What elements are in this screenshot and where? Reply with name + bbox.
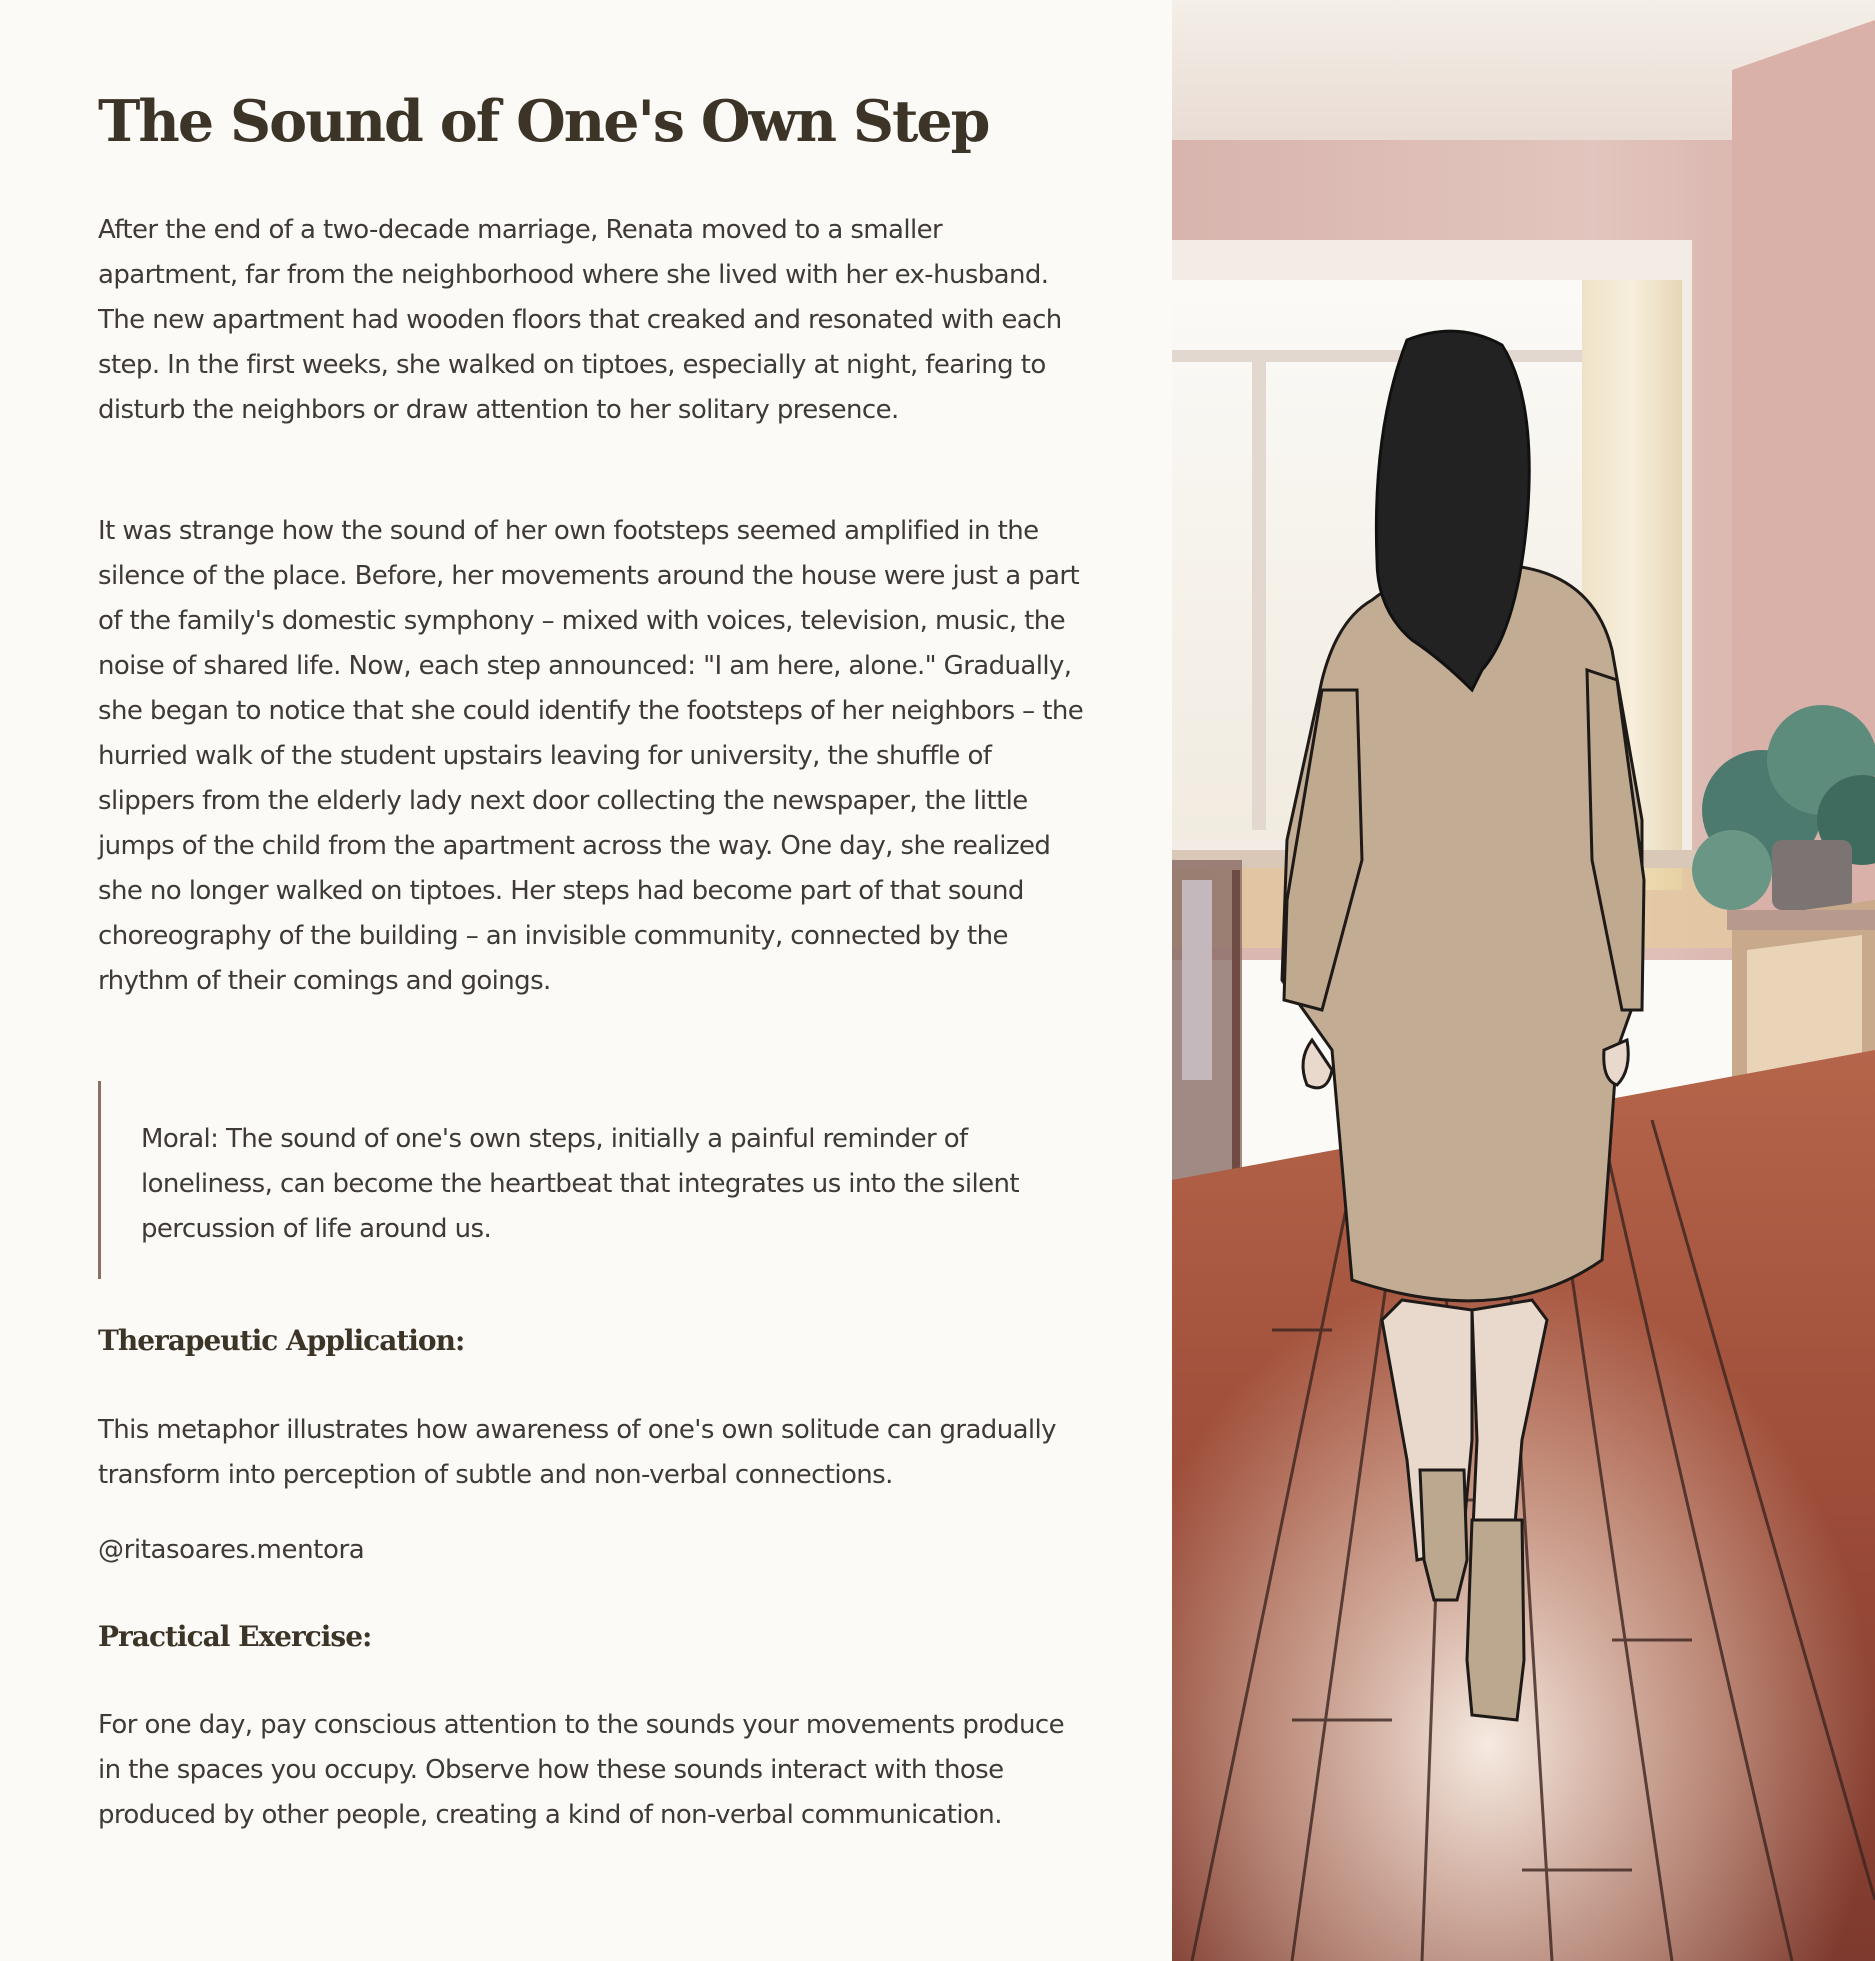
story-paragraph-2: It was strange how the sound of her own footsteps seemed amplified in the silence of the place. Before, her movements around the house were just a part of the family's domestic symphony – mixed with voices, television, music, the noise of shared life. Now, each step announced: "I am here, alone." Gradually, she began to notice that she could identify the footsteps of her neighbors – the hurried walk of the student upstairs leaving for university, the shuffle of slippers from the elderly lady next door collecting the newspaper, the little jumps of the child from the apartment across the way. One day, she realized she no longer walked on tiptoes. Her steps had become part of that sound choreography of the building – an invisible community, connected by the rhythm of their comings and goings. [98,516,1084,996]
article-title: The Sound of One's Own Step [98,88,989,155]
author-handle: @ritasoares.mentora [98,1535,365,1565]
woman-walking-illustration [1172,0,1875,1961]
moral-blockquote [98,1081,1088,1279]
exercise-heading: Practical Exercise: [98,1620,372,1653]
article [98,0,1088,1961]
hallway-scene-image [1172,0,1875,1961]
moral-text: Moral: The sound of one's own steps, initially a painful reminder of loneliness, can become the heartbeat that integrates us into the silent percussion of life around us. [141,1124,1019,1244]
story-paragraph-1: After the end of a two-decade marriage, Renata moved to a smaller apartment, far from the neighborhood where she lived with her ex-husband. The new apartment had wooden floors that creaked and resonated with each step. In the first weeks, she walked on tiptoes, especially at night, fearing to disturb the neighbors or draw attention to her solitary presence. [98,215,1062,425]
therapeutic-text: This metaphor illustrates how awareness of one's own solitude can gradually transform into perception of subtle and non-verbal connections. [98,1415,1056,1490]
therapeutic-heading: Therapeutic Application: [98,1324,465,1357]
exercise-text: For one day, pay conscious attention to the sounds your movements produce in the spaces you occupy. Observe how these sounds interact with those produced by other people, creating a kind of non-verbal communication. [98,1710,1064,1830]
